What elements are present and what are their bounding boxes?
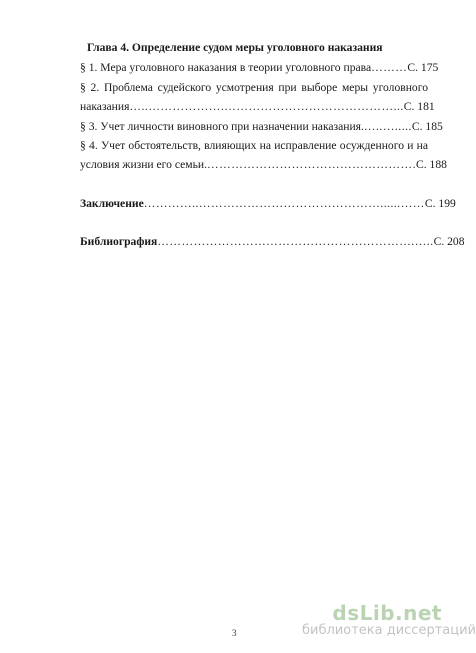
toc-entry-3-text: § 3. Учет личности виновного при назначении наказания. bbox=[80, 120, 364, 133]
toc-entry-4-text-cont: условия жизни его семьи. bbox=[80, 158, 208, 171]
toc-entry-2-text-cont: наказания bbox=[80, 100, 130, 113]
toc-entry-1-text: § 1. Мера уголовного наказания в теории уголовного права bbox=[80, 61, 372, 74]
toc-entry-3[interactable] bbox=[80, 117, 443, 136]
toc-bibliography-dots: ……………………………………………………….….. bbox=[157, 235, 434, 248]
page-number: 3 bbox=[232, 628, 237, 638]
toc-conclusion-dots: …………..………………………………………......…… bbox=[143, 197, 425, 210]
toc-entry-1-dots: ……… bbox=[371, 61, 408, 74]
toc-entry-3-page: С. 185 bbox=[411, 120, 443, 133]
toc-entry-2-text: § 2. Проблема судейского усмотрения при выборе меры уголовного bbox=[80, 81, 428, 94]
toc-entry-2[interactable] bbox=[80, 78, 435, 116]
toc-bibliography-page: С. 208 bbox=[433, 235, 465, 248]
watermark-subtitle: библиотека диссертаций bbox=[302, 623, 476, 638]
toc-conclusion-page: С. 199 bbox=[424, 197, 456, 210]
dslib-watermark bbox=[302, 601, 476, 639]
toc-conclusion[interactable] bbox=[80, 194, 456, 213]
chapter-title: Глава 4. Определение судом меры уголовного наказания bbox=[87, 41, 383, 54]
toc-entry-1[interactable] bbox=[80, 58, 439, 77]
toc-entry-4[interactable] bbox=[80, 136, 447, 174]
toc-entry-4-dots: ……………………………………………. bbox=[207, 158, 417, 171]
toc-entry-3-dots: …..…..... bbox=[363, 120, 412, 133]
toc-entry-2-dots: …..……………….……………………………………... bbox=[129, 100, 404, 113]
toc-entry-1-page: С. 175 bbox=[407, 61, 439, 74]
toc-conclusion-label: Заключение bbox=[80, 197, 144, 210]
toc-entry-4-text: § 4. Учет обстоятельств, влияющих на исправление осужденного и на bbox=[80, 139, 428, 152]
toc-entry-2-page: С. 181 bbox=[403, 100, 435, 113]
watermark-logo: dsLib.net bbox=[332, 601, 442, 625]
toc-bibliography-label: Библиография bbox=[80, 235, 158, 248]
toc-entry-4-page: С. 188 bbox=[416, 158, 447, 171]
toc-bibliography[interactable] bbox=[80, 232, 465, 251]
